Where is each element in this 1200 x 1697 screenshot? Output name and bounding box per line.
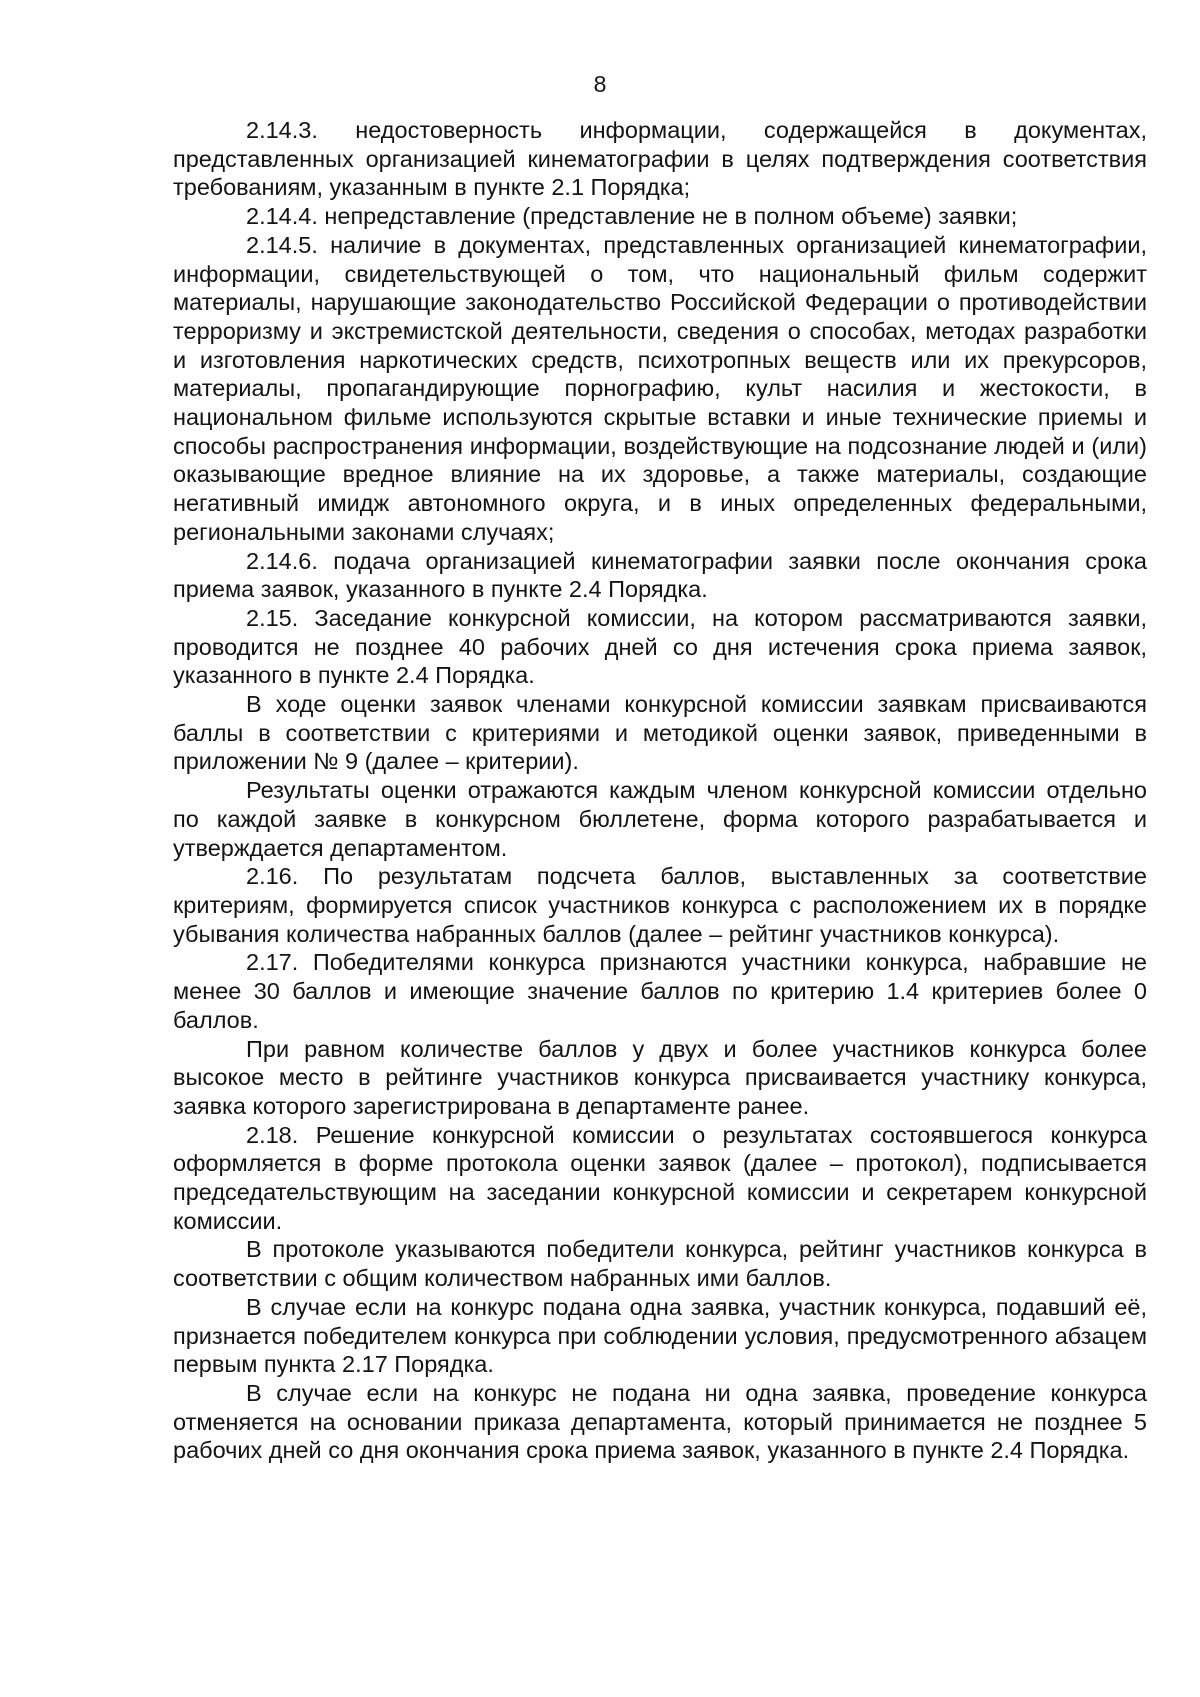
paragraph-2-15-scoring: В ходе оценки заявок членами конкурсной комиссии заявкам присваиваются баллы в соответствии с критериями и методикой оценки заявок, приведенными в приложении № 9 (далее – критерии). (173, 691, 1147, 775)
paragraph-2-17-tie: При равном количестве баллов у двух и более участников конкурса более высокое место в рейтинге участников конкурса присваивается участнику конкурса, заявка которого зарегистрирована в департаменте ранее. (173, 1035, 1147, 1119)
paragraph-2-18-protocol: В протоколе указываются победители конкурса, рейтинг участников конкурса в соответствии с общим количеством набранных ими баллов. (173, 1236, 1147, 1292)
paragraph-2-17: 2.17. Победителями конкурса признаются участники конкурса, набравшие не менее 30 баллов и имеющие значение баллов по критерию 1.4 критериев более 0 баллов. (173, 949, 1147, 1033)
paragraph-2-15-results: Результаты оценки отражаются каждым членом конкурсной комиссии отдельно по каждой заявке в конкурсном бюллетене, форма которого разрабатывается и утверждается департаментом. (173, 777, 1147, 861)
paragraph-2-18: 2.18. Решение конкурсной комиссии о результатах состоявшегося конкурса оформляется в форме протокола оценки заявок (далее – протокол), подписывается председательствующим на заседании конкурсной комиссии и секретарем конкурсной комиссии. (173, 1121, 1147, 1234)
paragraph-2-18-no-bids: В случае если на конкурс не подана ни одна заявка, проведение конкурса отменяется на основании приказа департамента, который принимается не позднее 5 рабочих дней со дня окончания срока приема заявок, указанного в пункте 2.4 Порядка. (173, 1379, 1147, 1464)
paragraph-2-15: 2.15. Заседание конкурсной комиссии, на котором рассматриваются заявки, проводится не позднее 40 рабочих дней со дня истечения срока приема заявок, указанного в пункте 2.4 Порядка. (173, 604, 1147, 689)
page-number: 8 (593, 71, 607, 97)
paragraph-2-16: 2.16. По результатам подсчета баллов, выставленных за соответствие критериям, формируется список участников конкурса с расположением их в порядке убывания количества набранных баллов (далее – рейтинг участников конкурса). (173, 863, 1147, 947)
paragraph-2-14-6: 2.14.6. подача организацией кинематографии заявки после окончания срока приема заявок, указанного в пункте 2.4 Порядка. (173, 547, 1147, 603)
paragraph-2-14-3: 2.14.3. недостоверность информации, содержащейся в документах, представленных организацией кинематографии в целях подтверждения соответствия требованиям, указанным в пункте 2.1 Порядка; (173, 117, 1147, 201)
paragraph-2-14-4: 2.14.4. непредставление (представление не в полном объеме) заявки; (246, 203, 1018, 230)
document-body (173, 116, 1147, 1465)
paragraph-2-18-single-bid: В случае если на конкурс подана одна заявка, участник конкурса, подавший её, признается победителем конкурса при соблюдении условия, предусмотренного абзацем первым пункта 2.17 Порядка. (173, 1293, 1147, 1378)
paragraph-2-14-5: 2.14.5. наличие в документах, представленных организацией кинематографии, информации, свидетельствующей о том, что национальный фильм содержит материалы, нарушающие законодательство Российской Федерации о противодействии терроризму и экстремистской деятельности, сведения о способах, методах разработки и изготовления наркотических средств, психотропных веществ или их прекурсоров, материалы, пропагандирующие порнографию, культ насилия и жестокости, в национальном фильме используются скрытые вставки и иные технические приемы и способы распространения информации, воздействующие на подсознание людей и (или) оказывающие вредное влияние на их здоровье, а также материалы, создающие негативный имидж автономного округа, и в иных определенных федеральными, региональными законами случаях; (173, 231, 1147, 545)
